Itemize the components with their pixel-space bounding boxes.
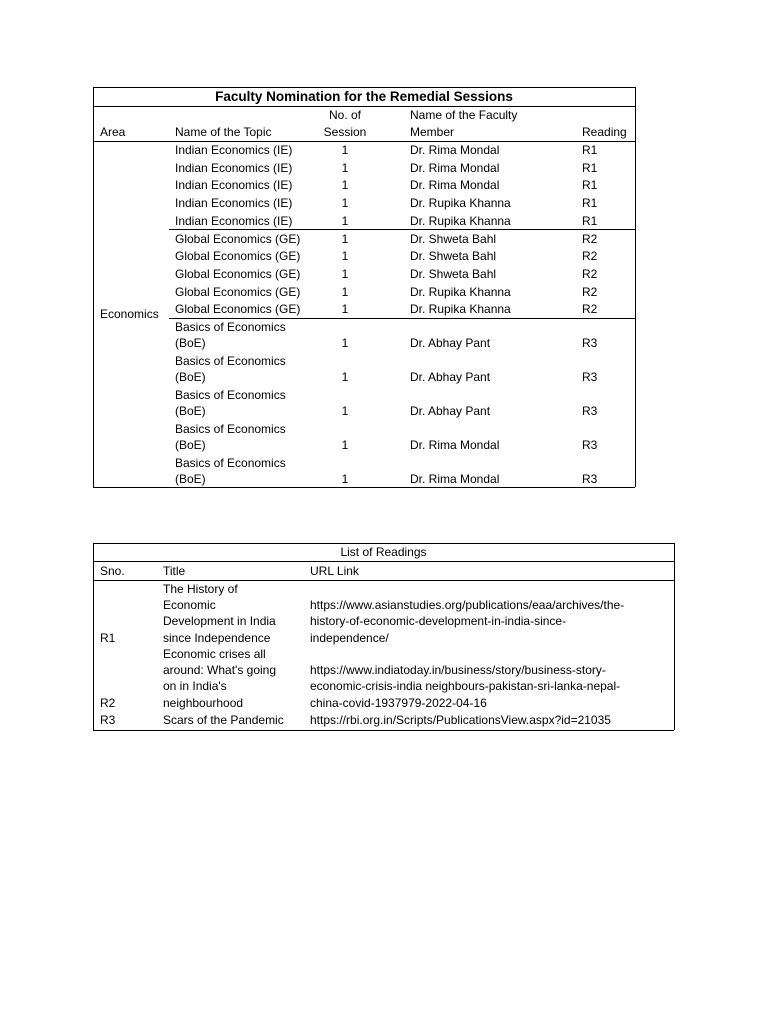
header-faculty-line1: Name of the Faculty: [410, 108, 518, 122]
topic-cell: Global Economics (GE): [175, 302, 301, 317]
reading-title-line: since Independence: [163, 630, 271, 645]
reading-url-line: https://www.asianstudies.org/publications/eaa/archives/the-: [310, 598, 625, 613]
sessions-cell: 1: [341, 302, 349, 317]
table-border-bottom: [93, 487, 635, 488]
reading-title-line: neighbourhood: [163, 695, 244, 710]
reading-cell: R3: [582, 404, 598, 418]
reading-cell: R2: [582, 231, 598, 246]
topic-cell: Global Economics (GE): [175, 231, 301, 246]
faculty-cell: Dr. Abhay Pant: [410, 370, 491, 384]
topic-cell-line2: (BoE): [175, 438, 206, 452]
faculty-cell: Dr. Rima Mondal: [410, 472, 500, 486]
faculty-cell: Dr. Abhay Pant: [410, 404, 491, 418]
reading-title-line: The History of: [163, 582, 238, 596]
sessions-cell: 1: [341, 472, 349, 486]
reading-sno: R1: [100, 630, 116, 645]
reading-cell: R1: [582, 178, 598, 193]
faculty-nomination-table: [93, 87, 635, 487]
reading-cell: R3: [582, 370, 598, 384]
table-title: Faculty Nomination for the Remedial Sessions: [215, 89, 513, 104]
header-faculty-line2: Member: [410, 125, 455, 139]
reading-cell: R2: [582, 249, 598, 264]
header-title: Title: [163, 564, 186, 578]
reading-title-line: around: What's going: [163, 663, 277, 678]
header-area: Area: [100, 125, 126, 139]
table-border-right: [674, 543, 675, 730]
sessions-cell: 1: [341, 160, 349, 175]
table-border-top: [93, 87, 635, 88]
faculty-cell: Dr. Rupika Khanna: [410, 196, 511, 211]
reading-title-line: Development in India: [163, 614, 276, 629]
sessions-cell: 1: [341, 370, 349, 384]
area-cell: Economics: [100, 307, 159, 321]
reading-cell: R1: [582, 143, 598, 157]
sessions-cell: 1: [341, 336, 349, 350]
title-divider: [93, 561, 674, 562]
faculty-cell: Dr. Rima Mondal: [410, 143, 500, 157]
reading-title-line: Economic crises all: [163, 647, 266, 661]
faculty-cell: Dr. Rima Mondal: [410, 438, 500, 452]
topic-cell: Basics of Economics: [175, 422, 286, 436]
topic-cell-line2: (BoE): [175, 472, 206, 486]
topic-cell: Indian Economics (IE): [175, 160, 293, 175]
faculty-cell: Dr. Shweta Bahl: [410, 249, 497, 264]
reading-cell: R3: [582, 472, 598, 486]
faculty-cell: Dr. Abhay Pant: [410, 336, 491, 350]
reading-cell: R2: [582, 284, 598, 299]
topic-cell-line2: (BoE): [175, 404, 206, 418]
sessions-cell: 1: [341, 404, 349, 418]
sessions-cell: 1: [341, 143, 349, 157]
topic-cell: Global Economics (GE): [175, 284, 301, 299]
faculty-cell: Dr. Shweta Bahl: [410, 231, 497, 246]
faculty-cell: Dr. Rupika Khanna: [410, 213, 511, 228]
topic-cell-line2: (BoE): [175, 370, 206, 384]
table-border-right: [635, 87, 636, 487]
reading-title-line: on in India's: [163, 679, 227, 694]
faculty-cell: Dr. Rupika Khanna: [410, 302, 511, 317]
reading-url-line: https://rbi.org.in/Scripts/PublicationsView.aspx?id=21035: [310, 713, 611, 727]
reading-url-line: history-of-economic-development-in-india-since-: [310, 614, 567, 629]
sessions-cell: 1: [341, 196, 349, 211]
topic-cell: Indian Economics (IE): [175, 213, 293, 228]
sessions-cell: 1: [341, 284, 349, 299]
reading-cell: R3: [582, 336, 598, 350]
topic-cell: Indian Economics (IE): [175, 178, 293, 193]
header-reading: Reading: [582, 125, 627, 139]
topic-cell: Basics of Economics: [175, 456, 286, 470]
reading-url-line: https://www.indiatoday.in/business/story/business-story-: [310, 663, 606, 678]
table-border-left: [93, 543, 94, 730]
sessions-cell: 1: [341, 266, 349, 281]
faculty-cell: Dr. Rupika Khanna: [410, 284, 511, 299]
reading-url-line: economic-crisis-india neighbours-pakistan-sri-lanka-nepal-: [310, 679, 621, 694]
reading-sno: R2: [100, 695, 116, 710]
topic-cell: Indian Economics (IE): [175, 143, 293, 157]
faculty-cell: Dr. Shweta Bahl: [410, 266, 497, 281]
sessions-cell: 1: [341, 249, 349, 264]
readings-table: [93, 543, 674, 730]
topic-cell-line2: (BoE): [175, 336, 206, 350]
reading-cell: R2: [582, 302, 598, 317]
sessions-cell: 1: [341, 231, 349, 246]
header-topic: Name of the Topic: [175, 125, 272, 139]
header-sessions-line1: No. of: [328, 108, 361, 122]
sessions-cell: 1: [341, 178, 349, 193]
header-url: URL Link: [310, 564, 359, 578]
reading-cell: R3: [582, 438, 598, 452]
reading-title-line: Scars of the Pandemic: [163, 713, 284, 727]
header-sno: Sno.: [100, 564, 125, 578]
reading-url-line: independence/: [310, 630, 389, 645]
topic-cell: Basics of Economics: [175, 354, 286, 368]
sessions-cell: 1: [341, 438, 349, 452]
topic-cell: Indian Economics (IE): [175, 196, 293, 211]
sessions-cell: 1: [341, 213, 349, 228]
reading-cell: R1: [582, 196, 598, 211]
topic-cell: Basics of Economics: [175, 320, 286, 334]
table-border-bottom: [93, 730, 674, 731]
reading-cell: R1: [582, 160, 598, 175]
reading-url-line: china-covid-1937979-2022-04-16: [310, 695, 487, 710]
reading-cell: R2: [582, 266, 598, 281]
topic-cell: Global Economics (GE): [175, 249, 301, 264]
reading-title-line: Economic: [163, 598, 216, 613]
readings-title: List of Readings: [340, 545, 427, 559]
topic-cell: Basics of Economics: [175, 388, 286, 402]
faculty-cell: Dr. Rima Mondal: [410, 178, 500, 193]
table-border-left: [93, 87, 94, 487]
topic-cell: Global Economics (GE): [175, 266, 301, 281]
reading-cell: R1: [582, 213, 598, 228]
faculty-cell: Dr. Rima Mondal: [410, 160, 500, 175]
reading-sno: R3: [100, 713, 116, 727]
header-sessions-line2: Session: [323, 125, 367, 139]
